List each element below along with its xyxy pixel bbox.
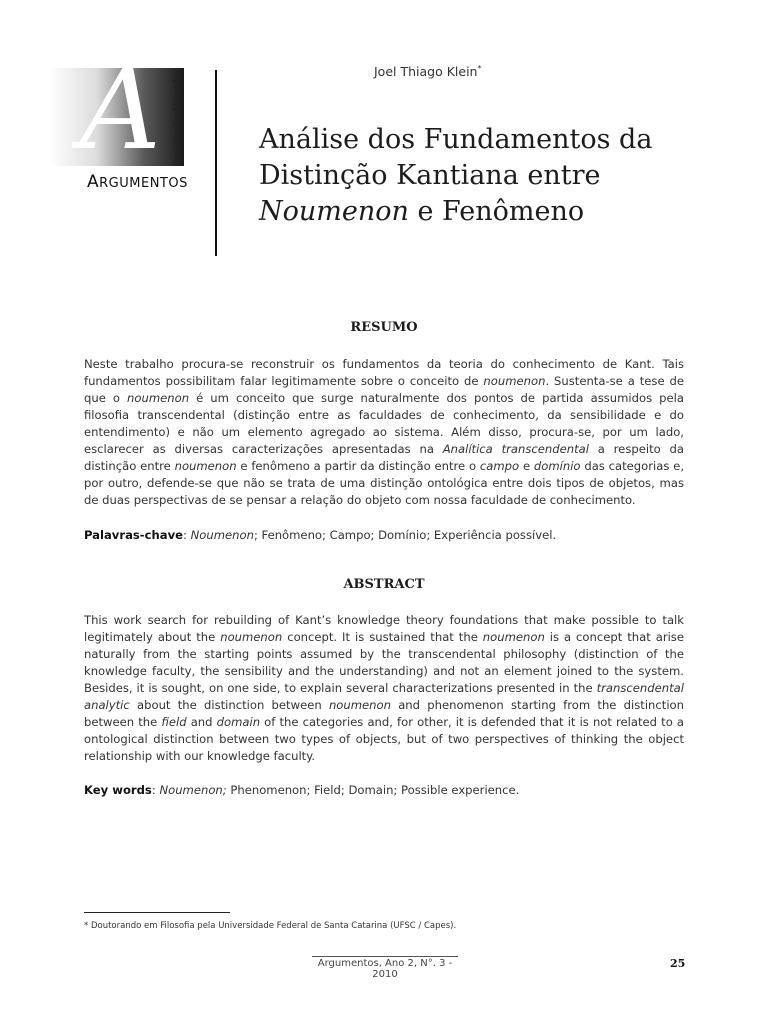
author-name: Joel Thiago Klein* xyxy=(374,64,482,80)
italic-term: noumenon xyxy=(127,391,190,405)
footnote-rule xyxy=(84,912,230,913)
text-run: é um conceito que surge naturalmente dos pontos de partida assumidos pela filosofia transcendental (distinção entre as faculdades de conhecimento, da sensibilidade e do entendimento) e não um elemento agregado ao sistema. Além disso, procura-se, por um lado, esclarecer as diversas caracterizações apresentadas na xyxy=(84,391,684,456)
text-run: Neste trabalho procura-se reconstruir os fundamentos da teoria do conhecimento de Kant. Tais fundamentos possibilitam falar legitimamente sobre o conceito de xyxy=(84,357,684,388)
resumo-keywords: Palavras-chave: Noumenon; Fenômeno; Campo; Domínio; Experiência possível. xyxy=(84,528,557,542)
footer-rule xyxy=(312,956,458,957)
italic-term: transcendental analytic xyxy=(84,681,684,712)
abstract-heading: ABSTRACT xyxy=(343,577,425,592)
text-run: is a concept that arise naturally from the starting points assumed by the transcendental philosophy (distinction of the knowledge faculty, the sensibility and the understanding) and not an element joined to the system. Besides, it is sought, on one side, to explain several characterizations presented in the xyxy=(84,630,684,695)
text-run: a respeito da distinção entre xyxy=(84,442,684,473)
text-run: concept. It is sustained that the xyxy=(282,630,483,644)
text-run: e fenômeno a partir da distinção entre o xyxy=(236,459,480,473)
logo-journal-name: ARGUMENTOS xyxy=(87,172,188,192)
text-run: e xyxy=(519,459,534,473)
author-footnote-mark: * xyxy=(477,64,482,73)
title-line-3: Noumenon e Fenômeno xyxy=(259,196,585,227)
text-run: and xyxy=(186,715,217,729)
text-run: and phenomenon starting from the distinction between the xyxy=(84,698,684,729)
journal-logo xyxy=(50,45,196,175)
italic-term: noumenon xyxy=(174,459,237,473)
header-divider xyxy=(215,70,217,256)
footnote: * Doutorando em Filosofia pela Universidade Federal de Santa Catarina (UFSC / Capes). xyxy=(84,921,457,931)
italic-term: domain xyxy=(216,715,261,729)
title-line-2: Distinção Kantiana entre xyxy=(259,160,601,191)
italic-term: noumenon xyxy=(482,630,545,644)
footer-journal: Argumentos, Ano 2, N°. 3 - 2010 xyxy=(317,958,453,980)
text-run: This work search for rebuilding of Kant’s knowledge theory foundations that make possible to talk legitimately about the xyxy=(84,613,684,644)
title-line-1: Análise dos Fundamentos da xyxy=(259,124,653,155)
text-run: about the distinction between xyxy=(129,698,329,712)
italic-term: domínio xyxy=(533,459,581,473)
page-number: 25 xyxy=(670,957,686,970)
abstract-body xyxy=(84,612,684,765)
italic-term: field xyxy=(161,715,187,729)
italic-term: Analítica transcendental xyxy=(442,442,589,456)
text-run: . Sustenta-se a tese de que o xyxy=(84,374,684,405)
italic-term: noumenon xyxy=(328,698,391,712)
italic-term: noumenon xyxy=(220,630,283,644)
resumo-heading: RESUMO xyxy=(350,320,418,335)
article-title xyxy=(259,122,699,230)
logo-letter: A xyxy=(80,45,161,175)
italic-term: noumenon xyxy=(483,374,546,388)
abstract-keywords: Key words: Noumenon; Phenomenon; Field; Domain; Possible experience. xyxy=(84,783,520,797)
logo-vertical-text: Revista de Filosofia xyxy=(172,70,183,166)
text-run: das categorias e, por outro, defende-se que não se trata de uma distinção ontológica entre dois tipos de objetos, mas de duas perspectivas de se pensar a relação do objeto com nossa faculdade de conhecimento. xyxy=(84,459,685,507)
resumo-body xyxy=(84,356,684,509)
text-run: of the categories and, for other, it is defended that it is not related to a ontological distinction between two types of objects, but of two perspectives of thinking the object relationship with our knowledge faculty. xyxy=(84,715,685,763)
italic-term: campo xyxy=(479,459,520,473)
